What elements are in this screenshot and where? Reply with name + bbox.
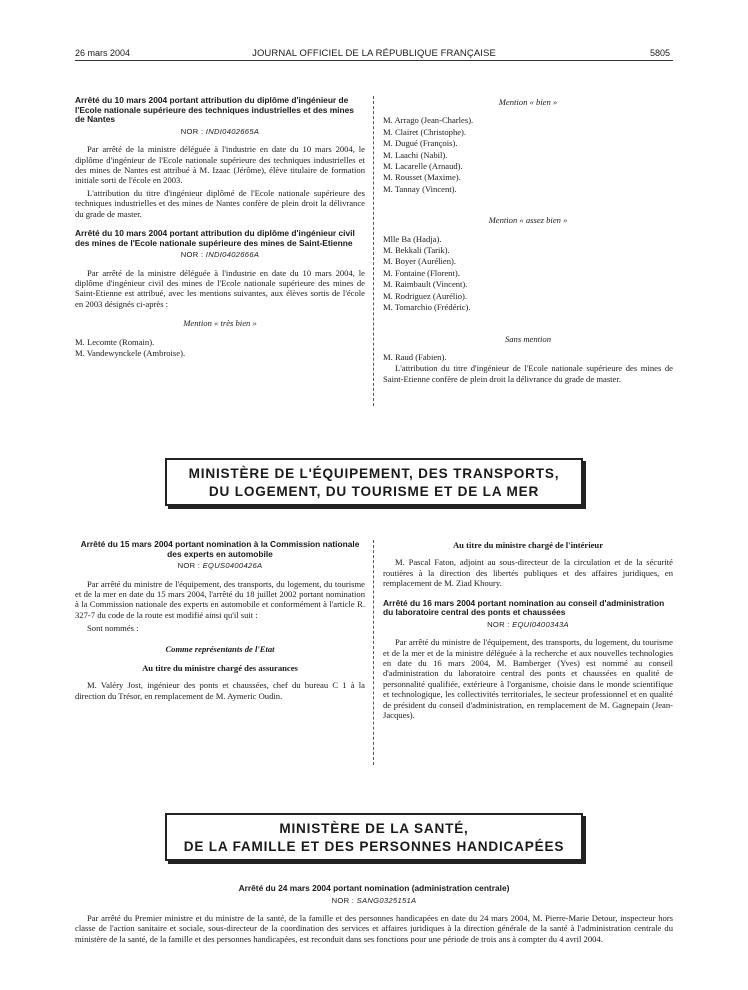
sans-mention: Sans mention <box>504 333 552 344</box>
au-titre-assurances: Au titre du ministre chargé des assurances <box>142 663 298 674</box>
ministry-sante-line1: MINISTÈRE DE LA SANTÉ, <box>279 821 469 836</box>
arrete-experts-title: Arrêté du 15 mars 2004 portant nomination à la Commission nationale des experts en automobile <box>80 539 360 559</box>
ministry-equipement-banner <box>165 458 583 506</box>
list-item: M. Fontaine (Florent). <box>383 267 460 278</box>
arrete-experts-nor: NOR : EQUS0400426A <box>177 561 263 571</box>
names-assez-bien <box>383 234 673 314</box>
page-number: 5805 <box>650 48 671 58</box>
jost-nomination: M. Valéry Jost, ingénieur des ponts et chaussées, chef du bureau C 1 à la direction du Trésor, en remplacement de M. Aymeric Oudin. <box>75 680 365 701</box>
ministry-sante-banner <box>165 813 583 861</box>
list-item: M. Boyer (Aurélien). <box>383 256 457 267</box>
arrete-nantes-nor: NOR : INDI0402665A <box>180 126 260 136</box>
mention-bien: Mention « bien » <box>498 97 558 107</box>
arrete-saint-etienne-nor: NOR : INDI0402666A <box>180 250 260 260</box>
names-bien <box>383 115 673 195</box>
list-item: M. Lecomte (Romain). <box>75 336 155 347</box>
arrete-detour-title: Arrêté du 24 mars 2004 portant nomination (administration centrale) <box>238 883 510 893</box>
header-date: 26 mars 2004 <box>75 48 131 58</box>
left-mid-column <box>75 540 365 703</box>
right-top-column <box>383 97 673 386</box>
list-item: M. Raimbault (Vincent). <box>383 279 468 290</box>
arrete-nantes-body: Par arrêté de la ministre déléguée à l'industrie en date du 10 mars 2004, le diplôme d'ingénieur de l'Ecole nationale supérieure des techniques industrielles et des mines de Nantes est attribué à M. Izaac (Jérôme), élève titulaire de formation initiale sorti de l'école en 2003. <box>75 144 365 186</box>
list-item: M. Tomarchio (Frédéric). <box>383 302 471 313</box>
list-item: M. Raud (Fabien). <box>383 351 447 362</box>
arrete-experts-body: Par arrêté du ministre de l'équipement, des transports, du logement, du tourisme et de la mer en date du 15 mars 2004, l'arrêté du 18 juillet 2002 portant nomination à la Commission nationale des experts en automobile et conformément à l'article R. 327-7 du code de la route est modifié ainsi qu'il suit : <box>75 578 365 620</box>
arrete-nantes-title: Arrêté du 10 mars 2004 portant attribution du diplôme d'ingénieur de l'Ecole nationale supérieure des techniques industrielles et des mines de Nantes <box>75 95 354 125</box>
left-top-column <box>75 96 365 359</box>
representants-etat: Comme représentants de l'Etat <box>165 643 275 654</box>
ministry-sante-line2: DE LA FAMILLE ET DES PERSONNES HANDICAPÉES <box>183 839 565 854</box>
saint-etienne-closing: L'attribution du titre d'ingénieur de l'Ecole nationale supérieure des mines de Saint-Etienne confère de plein droit la délivrance du grade de master. <box>383 363 673 384</box>
list-item: M. Vandewynckele (Ambroise). <box>75 348 186 359</box>
mention-tres-bien: Mention « très bien » <box>183 318 257 329</box>
mention-assez-bien: Mention « assez bien » <box>488 215 568 226</box>
journal-title: JOURNAL OFFICIEL DE LA RÉPUBLIQUE FRANÇAISE <box>252 48 496 59</box>
sont-nommes: Sont nommés : <box>87 623 139 634</box>
list-item: M. Bekkali (Tarik). <box>383 245 450 256</box>
list-item: M. Laachi (Nabil). <box>383 149 448 160</box>
list-item: Mlle Ba (Hadja). <box>383 233 442 244</box>
faton-nomination: M. Pascal Faton, adjoint au sous-directeur de la circulation et de la sécurité routières à la direction des libertés publiques et des affaires juridiques, en remplacement de M. Ziad Khoury. <box>383 557 673 589</box>
names-tres-bien <box>75 337 365 360</box>
arrete-lcpc-nor: NOR : EQUI0400343A <box>487 619 569 629</box>
names-sans-mention <box>383 352 673 363</box>
list-item: M. Rodriguez (Aurélio). <box>383 290 468 301</box>
arrete-saint-etienne-body: Par arrêté de la ministre déléguée à l'industrie en date du 10 mars 2004, le diplôme d'ingénieur civil des mines de l'Ecole nationale supérieure des mines de Saint-Etienne est attribué, avec les mentions suivantes, aux élèves sortis de l'école en 2003 désignés ci-après : <box>75 267 365 309</box>
right-mid-column <box>383 540 673 722</box>
arrete-detour-body: Par arrêté du Premier ministre et du ministre de la santé, de la famille et des personnes handicapées en date du 24 mars 2004, M. Pierre-Marie Detour, inspecteur hors classe de l'action sanitaire et sociale, sous-directeur de la coordination des services et affaires juridiques à la direction générale de la santé à l'administration centrale du ministère de la santé, de la famille et des personnes handicapées, est reconduit dans ses fonctions pour une période de trois ans à compter du 4 avril 2004. <box>75 913 673 944</box>
arrete-lcpc-body: Par arrêté du ministre de l'équipement, des transports, du logement, du tourisme et de la mer et de la ministre déléguée à la recherche et aux nouvelles technologies en date du 16 mars 2004, M. Bamberger (Yves) est nommé au conseil d'administration du laboratoire central des ponts et chaussées en qualité de personnalité qualifiée, extérieure à l'organisme, choisie dans le monde scientifique et technologique, les collectivités territoriales, le secteur professionnel et en qualité de président du conseil d'administration, en remplacement de M. Gagnepain (Jean-Jacques). <box>383 637 673 721</box>
arrete-saint-etienne-title: Arrêté du 10 mars 2004 portant attribution du diplôme d'ingénieur civil des mines de l'Ecole nationale supérieure des mines de Saint-Etienne <box>75 228 355 248</box>
arrete-nantes-closing: L'attribution du titre d'ingénieur diplômé de l'Ecole nationale supérieure des techniques industrielles et des mines de Nantes confère de plein droit la délivrance du grade de master. <box>75 187 365 219</box>
header-rule <box>75 60 673 61</box>
ministry-equipement-line1: MINISTÈRE DE L'ÉQUIPEMENT, DES TRANSPORTS, <box>188 466 560 481</box>
column-divider <box>373 96 374 406</box>
list-item: M. Dugué (François). <box>383 138 458 149</box>
list-item: M. Lacarelle (Arnaud). <box>383 161 463 172</box>
arrete-detour-nor: NOR : SANG0325151A <box>331 895 417 905</box>
list-item: M. Clairet (Christophe). <box>383 126 467 137</box>
bottom-section <box>75 884 673 946</box>
list-item: M. Rousset (Maxime). <box>383 172 461 183</box>
ministry-equipement-line2: DU LOGEMENT, DU TOURISME ET DE LA MER <box>208 484 540 499</box>
arrete-lcpc-title: Arrêté du 16 mars 2004 portant nomination au conseil d'administration du laboratoire central des ponts et chaussées <box>383 597 665 618</box>
list-item: M. Arrago (Jean-Charles). <box>383 115 474 126</box>
au-titre-interieur: Au titre du ministre chargé de l'intérieur <box>452 540 604 550</box>
column-divider <box>373 540 374 765</box>
list-item: M. Tannay (Vincent). <box>383 183 457 194</box>
